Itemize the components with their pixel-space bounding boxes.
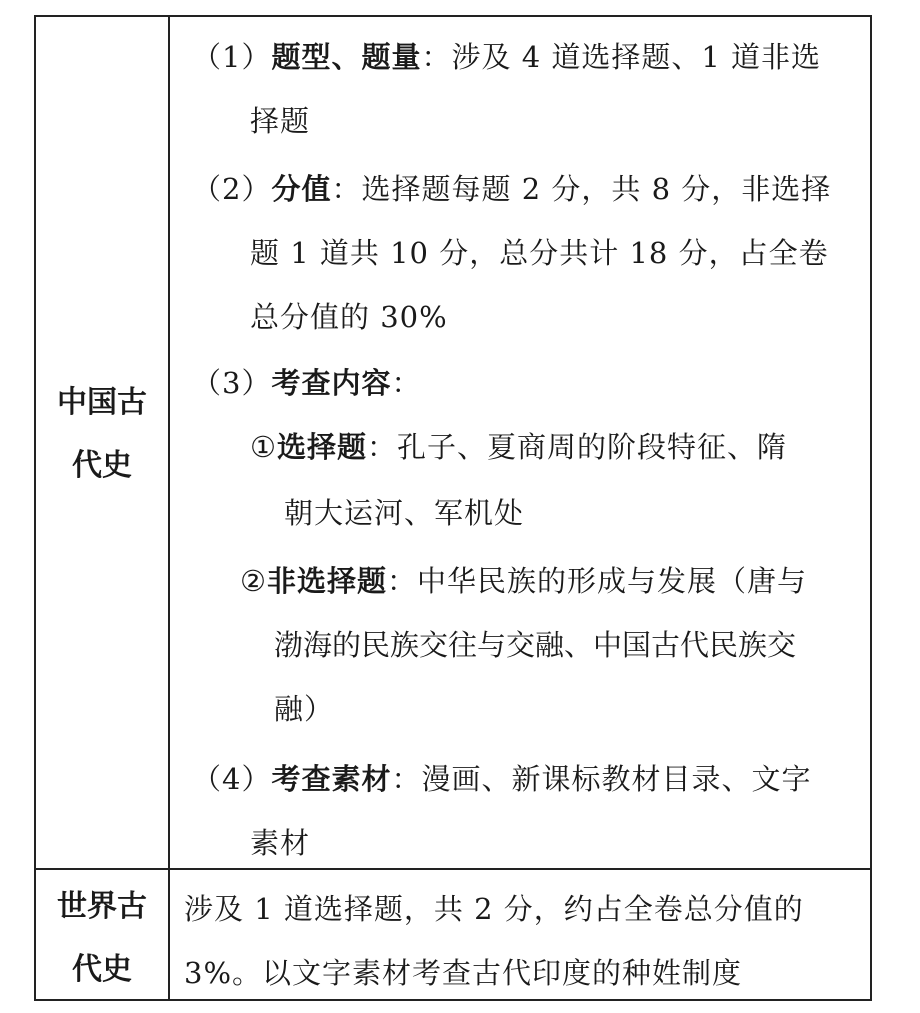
item-title: 分值 [271,172,332,206]
item-text: 孔子、夏商周的阶段特征、隋 [397,430,788,464]
item-text: 涉及 4 道选择题、1 道非选 [451,40,822,74]
item-text-line: 择题 [250,104,311,138]
world-text-line: 涉及 1 道选择题，共 2 分，约占全卷总分值的 [184,892,804,926]
item-text-line: 题 1 道共 10 分，总分共计 18 分，占全卷 [250,236,829,270]
row-heading-line: 代史 [72,448,132,483]
item-text: 漫画、新课标教材目录、文字 [421,762,812,796]
item-number: （2） [192,172,272,206]
world-text-line: 3%。以文字素材考查古代印度的种姓制度 [184,956,743,990]
item-title: 考查素材 [271,762,392,796]
ancient-world-content [36,17,870,999]
item-number: ② [240,564,267,598]
item-number: ① [250,430,277,464]
item-title: 考查内容 [271,366,392,400]
row-heading-line: 中国古 [57,385,147,420]
item-text-line: 素材 [250,826,311,860]
item-text-line: 朝大运河、军机处 [284,496,525,530]
item-text: 中华民族的形成与发展（唐与 [417,564,808,598]
item-title: 题型、题量 [271,40,422,74]
item-colon: ： [391,762,422,796]
item-title: 选择题 [277,430,368,464]
item-colon: ： [367,430,398,464]
item-colon: ： [421,40,452,74]
item-number: （1） [192,40,272,74]
item-text-line: 总分值的 30% [250,300,448,334]
item-text: 选择题每题 2 分，共 8 分，非选择 [361,172,832,206]
item-number: （3） [192,366,272,400]
row-heading-line: 代史 [72,952,132,987]
item-text-line: 渤海的民族交往与交融、中国古代民族交 [274,628,797,662]
item-colon: ： [331,172,362,206]
item-number: （4） [192,762,272,796]
item-colon: ： [391,366,422,400]
item-colon: ： [387,564,418,598]
item-text-line: 融） [274,692,335,726]
exam-table [34,15,872,1001]
row-heading-line: 世界古 [57,889,147,924]
item-title: 非选择题 [267,564,388,598]
